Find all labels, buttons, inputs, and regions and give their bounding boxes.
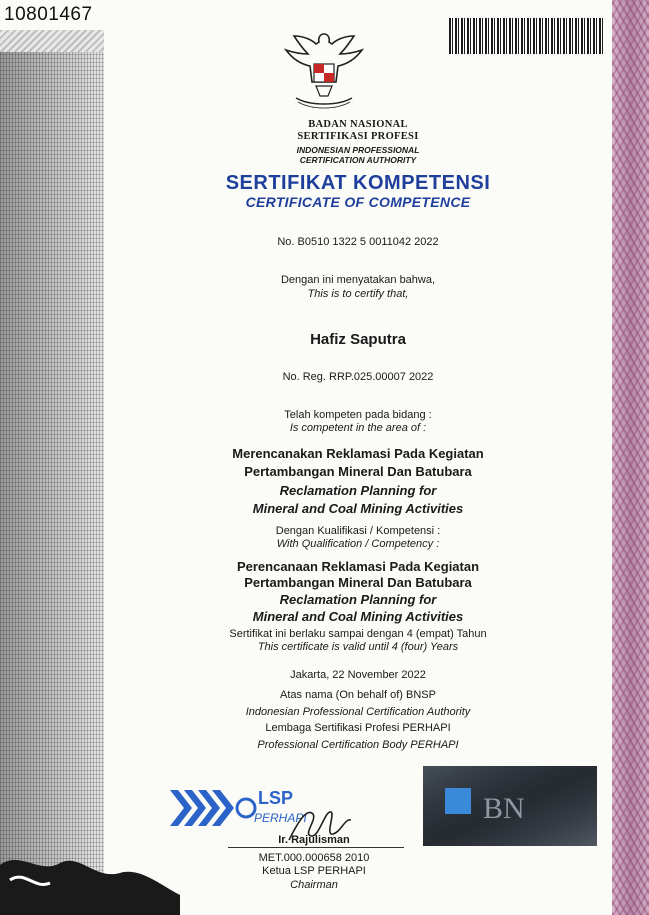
behalf-line3: Lembaga Sertifikasi Profesi PERHAPI bbox=[265, 722, 451, 734]
qualification-label-en: With Qualification / Competency : bbox=[276, 538, 440, 550]
signatory-id: MET.000.000658 2010 bbox=[258, 852, 370, 864]
logo-perhapi-text: PERHAPI bbox=[254, 811, 307, 825]
behalf-line4: Professional Certification Body PERHAPI bbox=[257, 739, 459, 751]
place-date: Jakarta, 22 November 2022 bbox=[290, 669, 426, 681]
area-id-line1: Merencanakan Reklamasi Pada Kegiatan bbox=[232, 446, 484, 461]
agency-name-en-line2: CERTIFICATION AUTHORITY bbox=[299, 155, 417, 165]
behalf-line2: Indonesian Professional Certification Authority bbox=[245, 706, 471, 718]
barcode bbox=[449, 18, 603, 54]
signature-line bbox=[228, 847, 404, 848]
area-id-line2: Pertambangan Mineral Dan Batubara bbox=[244, 464, 472, 479]
qualification-en-line2: Mineral and Coal Mining Activities bbox=[252, 609, 464, 624]
validity-en: This certificate is valid until 4 (four) Years bbox=[257, 641, 459, 653]
serial-number: 10801467 bbox=[4, 4, 93, 25]
area-label-en: Is competent in the area of : bbox=[289, 422, 427, 434]
signatory-title: Ketua LSP PERHAPI bbox=[262, 865, 366, 877]
garuda-emblem-icon bbox=[282, 26, 366, 116]
qualification-id-line2: Pertambangan Mineral Dan Batubara bbox=[244, 575, 472, 590]
right-security-band bbox=[612, 0, 649, 915]
validity-id: Sertifikat ini berlaku sampai dengan 4 (empat) Tahun bbox=[229, 628, 487, 640]
qualification-label-id: Dengan Kualifikasi / Kompetensi : bbox=[275, 525, 441, 537]
left-security-band bbox=[0, 52, 104, 915]
certify-statement-id: Dengan ini menyatakan bahwa, bbox=[280, 274, 436, 286]
signatory-name: Ir. Rajulisman bbox=[278, 834, 350, 846]
area-label-id: Telah kompeten pada bidang : bbox=[284, 409, 432, 421]
area-en-line2: Mineral and Coal Mining Activities bbox=[252, 501, 464, 516]
certificate-number: No. B0510 1322 5 0011042 2022 bbox=[277, 236, 439, 248]
certificate-subtitle: CERTIFICATE OF COMPETENCE bbox=[245, 194, 471, 210]
agency-name-en: INDONESIAN PROFESSIONAL bbox=[296, 145, 420, 155]
signatory-title-en: Chairman bbox=[290, 879, 338, 891]
agency-name-line2: SERTIFIKASI PROFESI bbox=[297, 131, 419, 142]
logo-lsp-text: LSP bbox=[258, 788, 294, 808]
certificate-title: SERTIFIKAT KOMPETENSI bbox=[225, 172, 491, 194]
agency-name: BADAN NASIONAL bbox=[308, 119, 408, 130]
registration-number: No. Reg. RRP.025.00007 2022 bbox=[282, 371, 434, 383]
security-band-top bbox=[0, 30, 104, 54]
hologram-text: BN bbox=[483, 792, 525, 825]
qualification-en-line1: Reclamation Planning for bbox=[279, 592, 437, 607]
holder-name: Hafiz Saputra bbox=[310, 331, 406, 348]
qualification-id-line1: Perencanaan Reklamasi Pada Kegiatan bbox=[236, 559, 480, 574]
certify-statement-en: This is to certify that, bbox=[307, 288, 409, 300]
behalf-line1: Atas nama (On behalf of) BNSP bbox=[280, 689, 436, 701]
area-en-line1: Reclamation Planning for bbox=[279, 483, 437, 498]
